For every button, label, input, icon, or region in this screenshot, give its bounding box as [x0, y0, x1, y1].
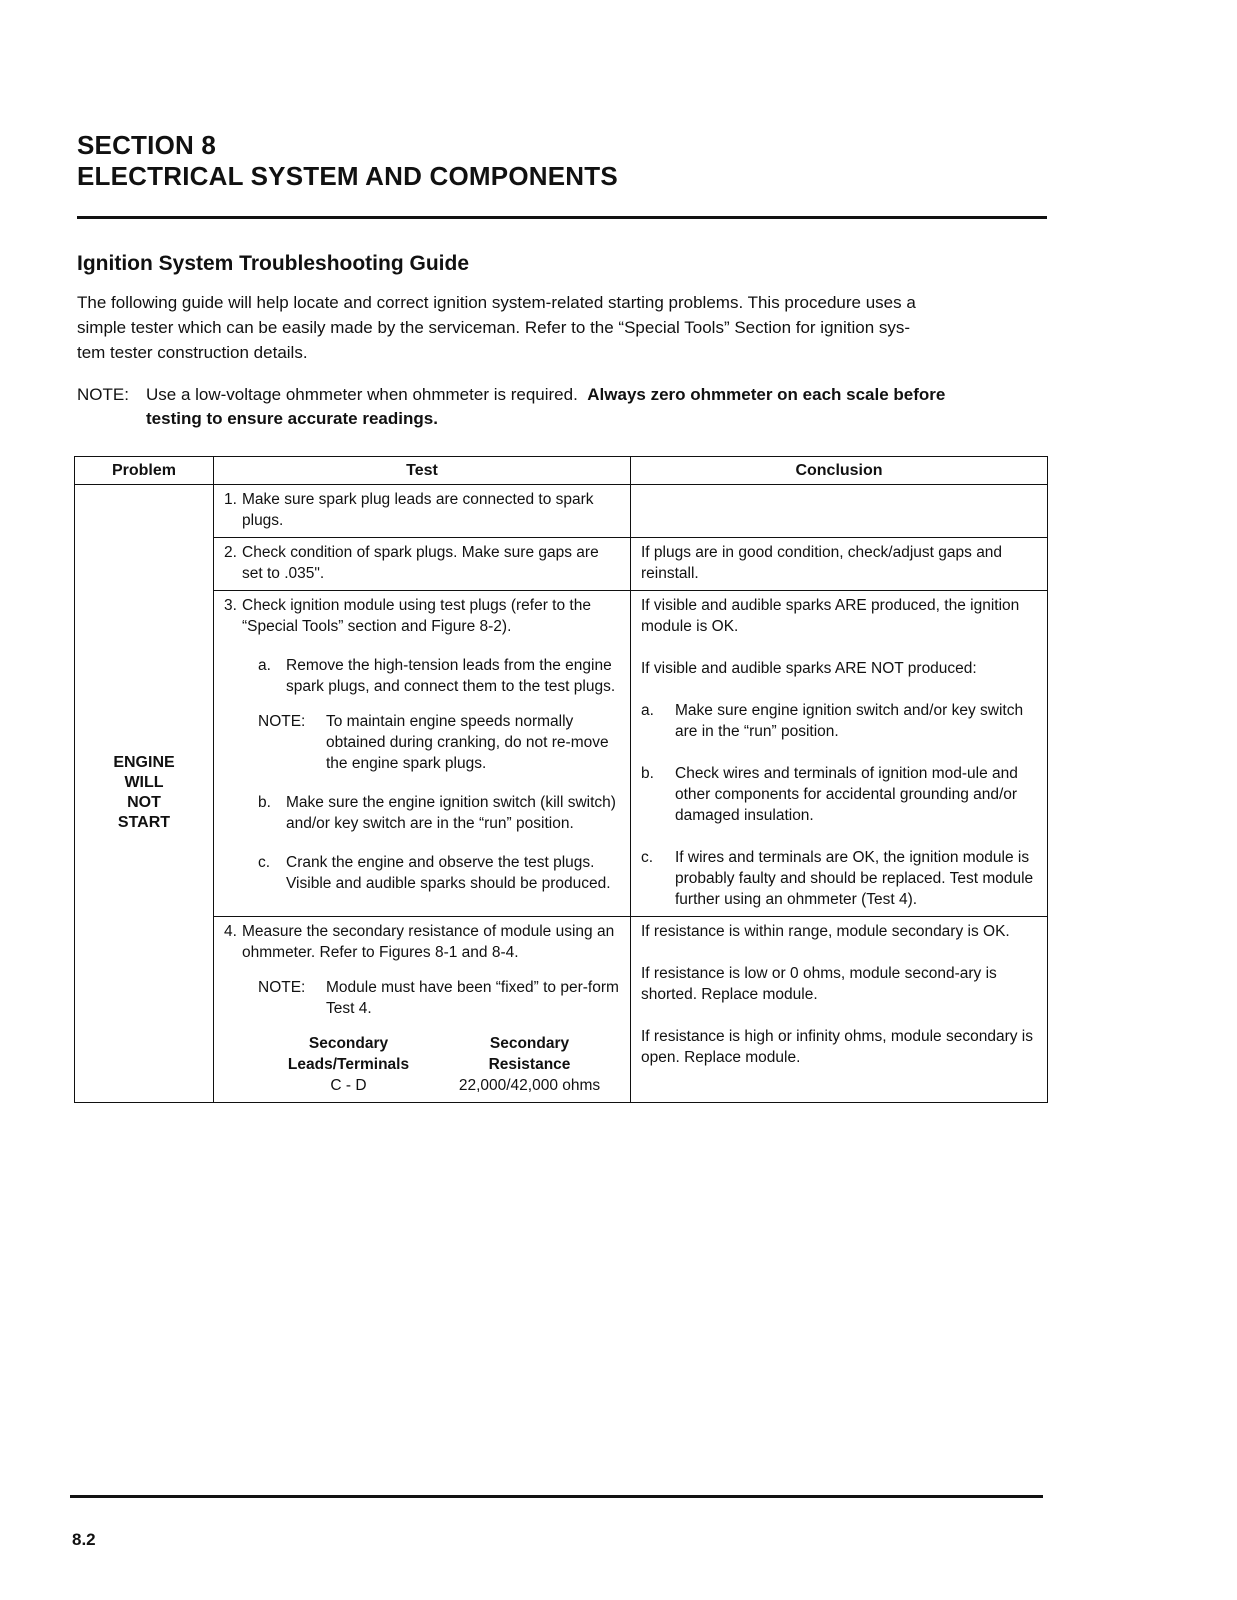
conclusion-cell — [631, 538, 1048, 591]
conclusion-item: Make sure engine ignition switch and/or key switch are in the “run” position. — [675, 702, 1024, 740]
step-text: Check condition of spark plugs. Make sure gaps are set to .035ʺ. — [242, 544, 599, 582]
spec-header-line: Secondary — [489, 1035, 570, 1052]
conclusion-text: If resistance is low or 0 ohms, module second-ary is shorted. Replace module. — [641, 965, 997, 1003]
conclusion-text: If resistance is high or infinity ohms, module secondary is open. Replace module. — [641, 1028, 1033, 1066]
step-number: 2. — [224, 544, 237, 561]
test-cell — [214, 538, 631, 591]
note-bold-continued: testing to ensure accurate readings. — [146, 409, 438, 428]
conclusion-cell — [631, 485, 1048, 538]
substep-letter: a. — [258, 657, 271, 674]
conclusion-text: If plugs are in good condition, check/adjust gaps and reinstall. — [641, 544, 1003, 582]
conclusion-letter: b. — [641, 765, 654, 782]
substep-text: Remove the high-tension leads from the engine spark plugs, and connect them to the test plugs. — [286, 657, 616, 695]
page-number: 8.2 — [72, 1530, 96, 1549]
conclusion-item: Check wires and terminals of ignition mod-ule and other components for accidental grounding and/or damaged insulation. — [675, 765, 1018, 824]
step-text: Check ignition module using test plugs (refer to the “Special Tools” section and Figure 8-2). — [242, 597, 591, 635]
substep-text: Crank the engine and observe the test plugs. Visible and audible sparks should be produced. — [286, 854, 611, 892]
step-text: Make sure spark plug leads are connected to spark plugs. — [242, 491, 594, 529]
conclusion-cell — [631, 591, 1048, 917]
problem-text: WILL — [124, 773, 164, 791]
test-cell — [214, 917, 631, 1103]
table-row — [75, 591, 1048, 917]
step-number: 3. — [224, 597, 237, 614]
spec-terminals: C - D — [330, 1077, 367, 1094]
conclusion-text: If visible and audible sparks ARE produced, the ignition module is OK. — [641, 597, 1020, 635]
table-row — [75, 917, 1048, 1103]
step-text: Measure the secondary resistance of module using an ohmmeter. Refer to Figures 8-1 and 8-4. — [242, 923, 615, 961]
problem-text: START — [117, 813, 171, 831]
column-header-problem: Problem — [75, 457, 214, 485]
note-label: NOTE: — [258, 979, 306, 996]
ohmmeter-note — [77, 383, 1052, 431]
substep-text: Make sure the engine ignition switch (kill switch) and/or key switch are in the “run” position. — [286, 794, 616, 832]
section-heading — [77, 130, 618, 192]
table-row — [75, 485, 1048, 538]
note-bold: Always zero ohmmeter on each scale before — [587, 385, 946, 404]
column-header-conclusion: Conclusion — [631, 457, 1048, 485]
section-title: ELECTRICAL SYSTEM AND COMPONENTS — [77, 161, 618, 191]
spec-header-line: Resistance — [488, 1056, 571, 1073]
test-cell — [214, 485, 631, 538]
conclusion-text: If resistance is within range, module secondary is OK. — [641, 923, 1010, 940]
table-row — [75, 538, 1048, 591]
problem-text: NOT — [127, 793, 161, 811]
problem-text: ENGINE — [113, 753, 175, 771]
step-number: 1. — [224, 491, 237, 508]
intro-paragraph — [77, 290, 1052, 365]
note-text: Module must have been “fixed” to per-form Test 4. — [326, 979, 619, 1017]
troubleshooting-table — [74, 456, 1048, 1103]
conclusion-cell — [631, 917, 1048, 1103]
conclusion-text: If visible and audible sparks ARE NOT produced: — [641, 660, 977, 677]
header-rule — [77, 216, 1047, 219]
conclusion-letter: a. — [641, 702, 654, 719]
problem-cell — [75, 485, 214, 1103]
spec-header-line: Leads/Terminals — [287, 1056, 410, 1073]
footer-rule — [70, 1495, 1043, 1498]
spec-header — [439, 1033, 620, 1075]
intro-line: The following guide will help locate and correct ignition system-related starting problems. This procedure uses a — [77, 293, 916, 312]
test-cell — [214, 591, 631, 917]
substep-letter: c. — [258, 854, 271, 871]
note-text: To maintain engine speeds normally obtained during cranking, do not re-move the engine spark plugs. — [326, 713, 609, 772]
conclusion-letter: c. — [641, 849, 654, 866]
note-label: NOTE: — [258, 713, 306, 730]
substep-letter: b. — [258, 794, 271, 811]
conclusion-item: If wires and terminals are OK, the ignition module is probably faulty and should be replaced. Test module further using an ohmmeter (Test 4). — [675, 849, 1034, 908]
section-number: SECTION 8 — [77, 130, 217, 160]
intro-line: tem tester construction details. — [77, 343, 308, 362]
note-text: Use a low-voltage ohmmeter when ohmmeter is required. — [146, 385, 578, 404]
resistance-spec — [258, 1033, 620, 1096]
spec-resistance: 22,000/42,000 ohms — [458, 1077, 601, 1094]
spec-header — [258, 1033, 439, 1075]
guide-heading: Ignition System Troubleshooting Guide — [77, 252, 470, 275]
note-label: NOTE: — [77, 385, 129, 404]
column-header-test: Test — [214, 457, 631, 485]
intro-line: simple tester which can be easily made by the serviceman. Refer to the “Special Tools” Section for ignition sys- — [77, 318, 911, 337]
table-header-row — [75, 457, 1048, 485]
spec-header-line: Secondary — [308, 1035, 389, 1052]
step-number: 4. — [224, 923, 237, 940]
